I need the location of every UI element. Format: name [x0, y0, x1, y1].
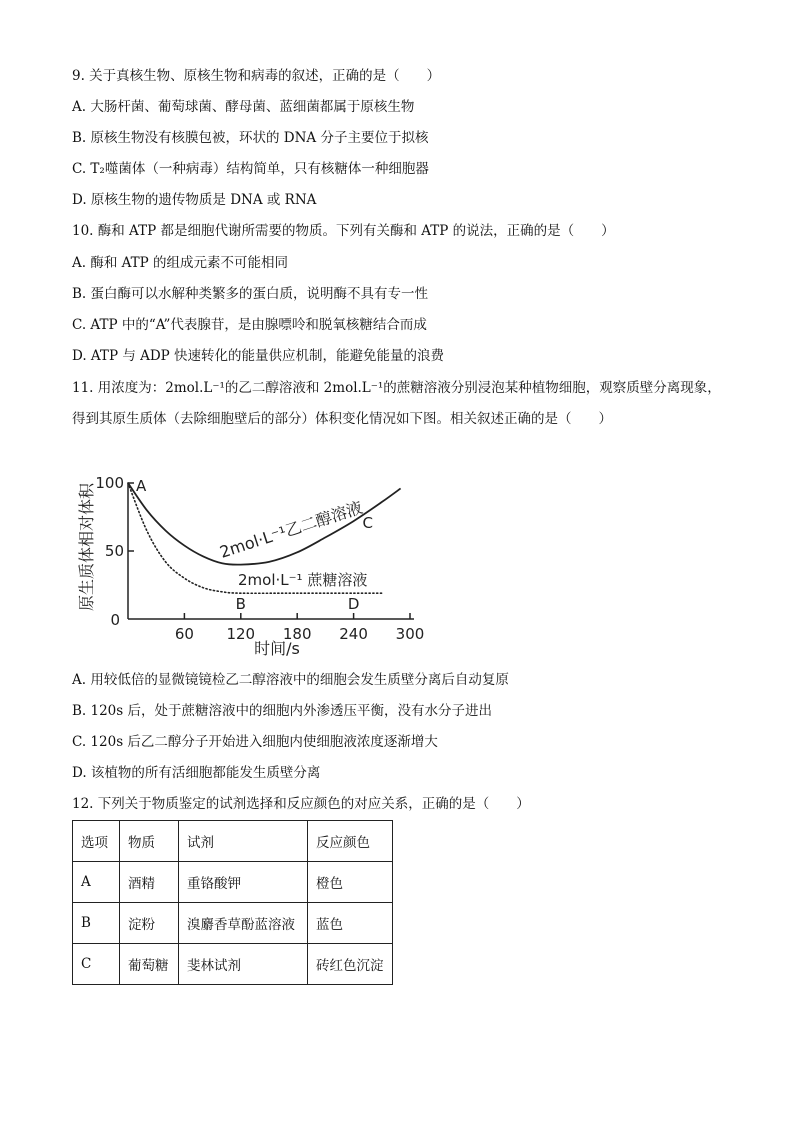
volume-line-chart	[72, 447, 442, 663]
x-axis-title: 时间/s	[254, 639, 300, 658]
origin-label: 0	[110, 611, 120, 629]
q10-stem: 10. 酶和 ATP 都是细胞代谢所需要的物质。下列有关酶和 ATP 的说法，正确的是（ ）	[72, 223, 615, 239]
table-cell: 溴麝香草酚蓝溶液	[179, 903, 308, 944]
q11-option-c: C. 120s 后乙二醇分子开始进入细胞内使细胞液浓度逐渐增大	[72, 734, 438, 750]
table-cell: 蓝色	[308, 903, 393, 944]
table-cell: 砖红色沉淀	[308, 944, 393, 985]
table-cell: C	[73, 944, 120, 985]
x-tick-label: 300	[395, 625, 425, 643]
series-label-sucrose: 2mol·L⁻¹ 蔗糖溶液	[238, 571, 368, 589]
point-label-d: D	[347, 595, 360, 614]
q9-option-a: A. 大肠杆菌、葡萄球菌、酵母菌、蓝细菌都属于原核生物	[72, 99, 415, 115]
q11-option-d: D. 该植物的所有活细胞都能发生质壁分离	[72, 765, 321, 781]
q9-option-c: C. T₂噬菌体（一种病毒）结构简单，只有核糖体一种细胞器	[72, 161, 429, 177]
q11-option-b: B. 120s 后，处于蔗糖溶液中的细胞内外渗透压平衡，没有水分子进出	[72, 703, 492, 719]
q10-option-a: A. 酶和 ATP 的组成元素不可能相同	[72, 255, 289, 271]
table-cell: 淀粉	[120, 903, 179, 944]
x-tick-label: 240	[339, 625, 368, 643]
x-tick-label: 60	[174, 625, 194, 643]
table-cell: B	[73, 903, 120, 944]
q9-option-b: B. 原核生物没有核膜包被，环状的 DNA 分子主要位于拟核	[72, 130, 429, 146]
q11-stem-line1: 11. 用浓度为：2mol.L⁻¹的乙二醇溶液和 2mol.L⁻¹的蔗糖溶液分别浸泡某种植物细胞，观察质壁分离现象，	[72, 380, 721, 396]
q9-stem: 9. 关于真核生物、原核生物和病毒的叙述，正确的是（ ）	[72, 68, 441, 84]
table-header-row	[73, 821, 393, 862]
reagent-table	[72, 820, 393, 985]
point-label-c: C	[362, 514, 374, 533]
q11-stem-line2: 得到其原生质体（去除细胞壁后的部分）体积变化情况如下图。相关叙述正确的是（ ）	[72, 411, 612, 427]
series-line-ethylene-glycol	[128, 483, 401, 565]
header-cell: 试剂	[179, 821, 308, 862]
table-cell: 重铬酸钾	[179, 862, 308, 903]
table-cell: 橙色	[308, 862, 393, 903]
q12-stem: 12. 下列关于物质鉴定的试剂选择和反应颜色的对应关系，正确的是（ ）	[72, 796, 530, 812]
y-axis-title: 原生质体相对体积	[77, 482, 96, 612]
q9-option-d: D. 原核生物的遗传物质是 DNA 或 RNA	[72, 192, 317, 208]
point-label-a: A	[136, 477, 147, 495]
series-label-ethylene-glycol: 2mol·L⁻¹乙二醇溶液	[217, 497, 365, 562]
x-tick-label: 180	[282, 625, 312, 643]
table-row	[73, 944, 393, 985]
q11-option-a: A. 用较低倍的显微镜镜检乙二醇溶液中的细胞会发生质壁分离后自动复原	[72, 672, 509, 688]
y-tick-label: 50	[104, 542, 124, 560]
table-row	[73, 862, 393, 903]
q10-option-b: B. 蛋白酶可以水解种类繁多的蛋白质，说明酶不具有专一性	[72, 286, 429, 302]
q10-option-d: D. ATP 与 ADP 快速转化的能量供应机制，能避免能量的浪费	[72, 348, 445, 364]
table-cell: 斐林试剂	[179, 944, 308, 985]
q10-option-c: C. ATP 中的“A”代表腺苷，是由腺嘌呤和脱氧核糖结合而成	[72, 317, 427, 333]
header-cell: 选项	[73, 821, 120, 862]
x-tick-label: 120	[226, 625, 256, 643]
y-tick-label: 100	[95, 474, 124, 492]
point-label-b: B	[235, 595, 246, 614]
table-cell: A	[73, 862, 120, 903]
header-cell: 物质	[120, 821, 179, 862]
table-cell: 葡萄糖	[120, 944, 179, 985]
table-row	[73, 903, 393, 944]
axis-ticks	[95, 474, 424, 643]
header-cell: 反应颜色	[308, 821, 393, 862]
table-cell: 酒精	[120, 862, 179, 903]
